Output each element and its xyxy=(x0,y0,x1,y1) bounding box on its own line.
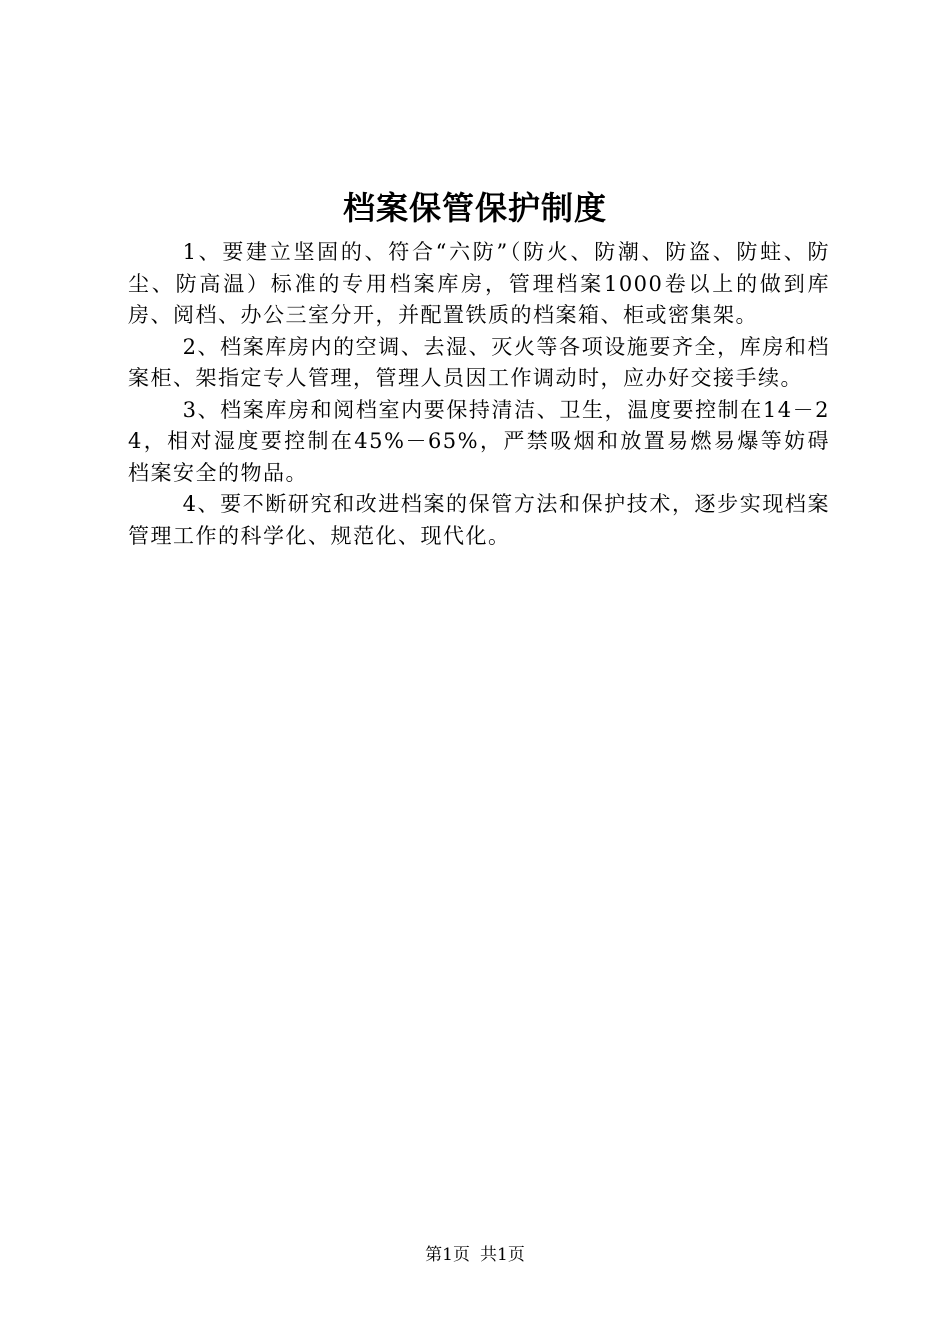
paragraph-1: 1、要建立坚固的、符合“六防”（防火、防潮、防盗、防蛀、防尘、防高温）标准的专用档案库房，管理档案1000卷以上的做到库房、阅档、办公三室分开，并配置铁质的档案箱、柜或密集架。 xyxy=(128,240,830,327)
page-total: 共1页 xyxy=(480,1245,525,1265)
paragraph-2: 2、档案库房内的空调、去湿、灭火等各项设施要齐全，库房和档案柜、架指定专人管理，管理人员因工作调动时，应办好交接手续。 xyxy=(128,334,830,390)
paragraph-4: 4、要不断研究和改进档案的保管方法和保护技术，逐步实现档案管理工作的科学化、规范化、现代化。 xyxy=(128,492,830,548)
paragraph-3: 3、档案库房和阅档室内要保持清洁、卫生，温度要控制在14－24，相对湿度要控制在45%－65%，严禁吸烟和放置易燃易爆等妨碍档案安全的物品。 xyxy=(128,397,830,485)
document-body xyxy=(128,237,830,552)
page-footer xyxy=(0,1243,950,1267)
document-title: 档案保管保护制度 xyxy=(342,189,607,227)
page-number: 第1页 xyxy=(425,1245,470,1265)
